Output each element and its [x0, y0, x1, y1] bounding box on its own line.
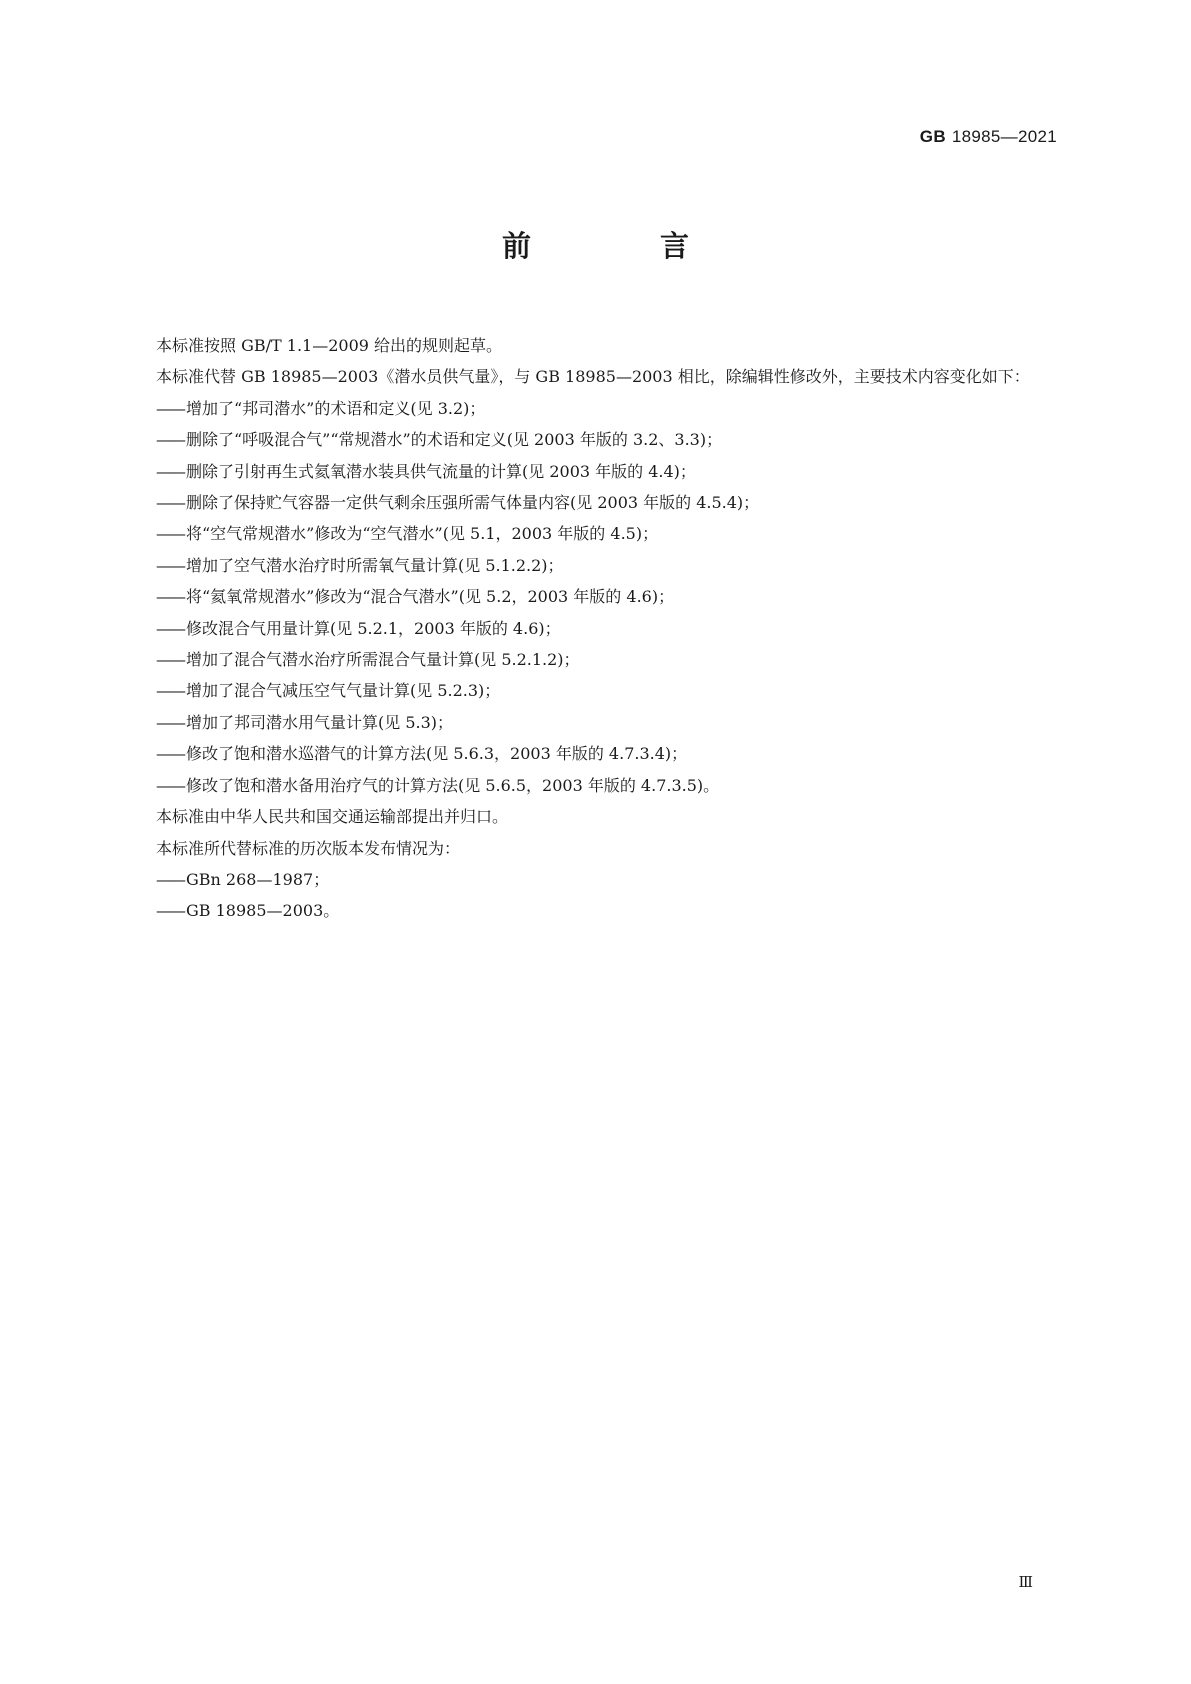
dash-marker: —— [156, 555, 184, 575]
list-item: —— 删除了保持贮气容器一定供气剩余压强所需气体量内容(见 2003 年版的 4.5.4)； [156, 493, 760, 513]
foreword-body [124, 330, 1068, 927]
standard-number: 18985—2021 [951, 127, 1057, 146]
dash-marker: —— [156, 650, 184, 670]
list-item: —— 修改了饱和潜水巡潜气的计算方法(见 5.6.3，2003 年版的 4.7.3.4)； [156, 744, 688, 764]
standard-code [920, 127, 1057, 147]
page-title: 前 言 [501, 229, 739, 263]
dash-marker: —— [156, 712, 184, 732]
standard-prefix: GB [919, 127, 946, 146]
dash-marker: —— [156, 681, 184, 701]
change-list [124, 393, 1068, 801]
dash-marker: —— [156, 493, 184, 513]
dash-marker: —— [156, 618, 184, 638]
list-item: —— 增加了混合气减压空气气量计算(见 5.2.3)； [156, 681, 501, 701]
list-item: —— 增加了空气潜水治疗时所需氧气量计算(见 5.1.2.2)； [156, 555, 564, 575]
dash-marker: —— [156, 901, 184, 921]
list-item: —— 将“氦氧常规潜水”修改为“混合气潜水”(见 5.2，2003 年版的 4.6)； [156, 587, 675, 607]
dash-marker: —— [156, 744, 184, 764]
dash-marker: —— [156, 524, 184, 544]
paragraph-drafting-rules: 本标准按照 GB/T 1.1—2009 给出的规则起草。 [156, 336, 503, 355]
list-item: —— 修改了饱和潜水备用治疗气的计算方法(见 5.6.5，2003 年版的 4.7.3.5)。 [156, 775, 720, 795]
list-item: —— 将“空气常规潜水”修改为“空气潜水”(见 5.1，2003 年版的 4.5)； [156, 524, 659, 544]
list-item: —— 删除了“呼吸混合气”“常规潜水”的术语和定义(见 2003 年版的 3.2、3.3)； [156, 430, 723, 450]
page-number: Ⅲ [1018, 1573, 1033, 1591]
dash-marker: —— [156, 587, 184, 607]
dash-marker: —— [156, 398, 184, 418]
dash-marker: —— [156, 430, 184, 450]
dash-marker: —— [156, 869, 184, 889]
dash-marker: —— [156, 775, 184, 795]
dash-marker: —— [156, 461, 184, 481]
list-item: —— GBn 268—1987； [156, 869, 330, 889]
list-item: —— 增加了混合气潜水治疗所需混合气量计算(见 5.2.1.2)； [156, 650, 580, 670]
list-item: —— 删除了引射再生式氦氧潜水装具供气流量的计算(见 2003 年版的 4.4)； [156, 461, 696, 481]
paragraph-history: 本标准所代替标准的历次版本发布情况为： [156, 838, 461, 858]
paragraph-replacement: 本标准代替 GB 18985—2003《潜水员供气量》，与 GB 18985—2003 相比，除编辑性修改外，主要技术内容变化如下： [156, 367, 1030, 387]
list-item: —— 修改混合气用量计算(见 5.2.1，2003 年版的 4.6)； [156, 618, 561, 638]
list-item: —— 增加了“邦司潜水”的术语和定义(见 3.2)； [156, 398, 486, 418]
edition-list [124, 864, 1068, 927]
list-item: —— 增加了邦司潜水用气量计算(见 5.3)； [156, 712, 454, 732]
paragraph-proposer: 本标准由中华人民共和国交通运输部提出并归口。 [156, 807, 509, 827]
list-item: —— GB 18985—2003。 [156, 901, 340, 921]
